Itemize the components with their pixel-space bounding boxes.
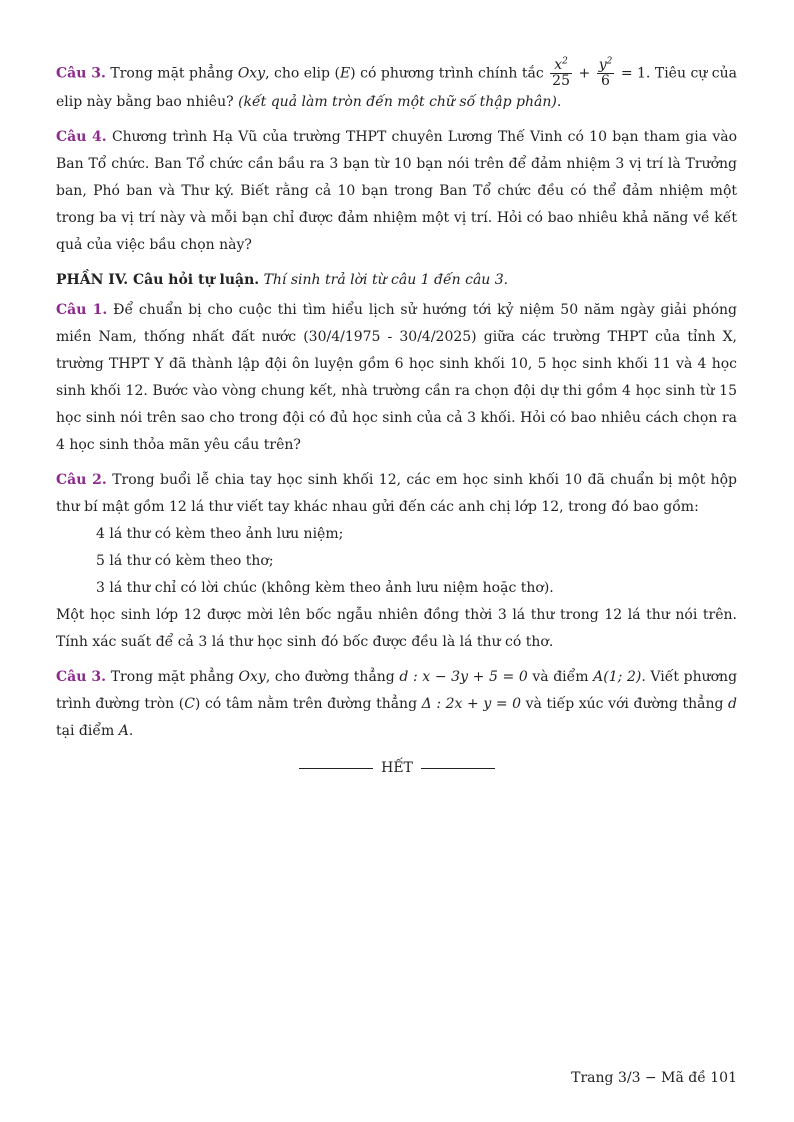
list-item: 3 lá thư chỉ có lời chúc (không kèm theo ảnh lưu niệm hoặc thơ). [96, 580, 554, 596]
frac-den: 25 [552, 73, 570, 89]
end-text: HẾT [381, 760, 413, 776]
text: . [556, 94, 562, 110]
frac-num: x [554, 57, 563, 73]
page-footer: Trang 3/3 − Mã đề 101 [571, 1070, 737, 1086]
text: ) có tâm nằm trên đường thẳng [194, 696, 422, 712]
text: = 1. Tiêu cự của elip này bằng bao nhiêu? [56, 65, 737, 110]
question-2-part4 [56, 467, 737, 656]
math-oxy: Oxy [238, 669, 266, 685]
divider [299, 768, 373, 769]
rounding-note: (kết quả làm tròn đến một chữ số thập phân) [238, 94, 557, 110]
frac-den: 6 [601, 73, 610, 89]
question-text: Chương trình Hạ Vũ của trường THPT chuyên Lương Thế Vinh có 10 bạn tham gia vào Ban Tổ chức. Ban Tổ chức cần bầu ra 3 bạn từ 10 bạn nói trên để đảm nhiệm 3 vị trí là Trưởng ban, Phó ban và Thư ký. Biết rằng cả 10 bạn trong Ban Tổ chức đều có thể đảm nhiệm một trong ba vị trí này và mỗi bạn chỉ được đảm nhiệm một vị trí. Hỏi có bao nhiêu khả năng về kết quả của việc bầu chọn này? [56, 129, 738, 253]
section-heading [56, 267, 737, 294]
text: và tiếp xúc với đường thẳng [521, 696, 729, 712]
math-E: E [339, 65, 351, 82]
question-text: Để chuẩn bị cho cuộc thi tìm hiểu lịch sử hướng tới kỷ niệm 50 năm ngày giải phóng miền Nam, thống nhất đất nước (30/4/1975 - 30/4/2025) giữa các trường THPT của tỉnh X, trường THPT Y đã thành lập đội ôn luyện gồm 6 học sinh khối 10, 5 học sinh khối 11 và 4 học sinh khối 12. Bước vào vòng chung kết, nhà trường cần ra chọn đội dự thi gồm 4 học sinh từ 15 học sinh nói trên sao cho trong đội có đủ học sinh của cả 3 khối. Hỏi có bao nhiêu cách chọn ra 4 học sinh thỏa mãn yêu cầu trên? [56, 302, 738, 453]
divider [421, 768, 495, 769]
question-intro: Trong buổi lễ chia tay học sinh khối 12, các em học sinh khối 10 đã chuẩn bị một hộp thư bí mật gồm 12 lá thư viết tay khác nhau gửi đến các anh chị lớp 12, trong đó bao gồm: [56, 472, 737, 515]
question-4-part3 [56, 124, 737, 259]
question-label: Câu 1. [56, 302, 108, 318]
math-line-delta: Δ : 2x + y = 0 [421, 696, 522, 712]
question-1-part4 [56, 297, 737, 459]
math-A: A [118, 723, 129, 739]
question-3-part4 [56, 664, 737, 745]
end-marker [0, 760, 794, 776]
text: , cho elip ( [265, 65, 340, 82]
text: tại điểm [56, 723, 119, 739]
fraction-x2-25: $\frac{x^2}{25}$ [552, 56, 570, 89]
exam-page [56, 58, 737, 753]
question-label: Câu 3. [56, 669, 107, 685]
list-item: 4 lá thư có kèm theo ảnh lưu niệm; [96, 526, 344, 542]
frac-num: y [598, 57, 607, 73]
text: ) có phương trình chính tắc [350, 65, 549, 82]
text: Trong mặt phẳng [110, 65, 238, 82]
section-subtitle: Thí sinh trả lời từ câu 1 đến câu 3. [263, 272, 509, 288]
question-label: Câu 2. [56, 472, 107, 488]
text: Trong mặt phẳng [110, 669, 239, 685]
fraction-y2-6: $\frac{y^2}{6}$ [598, 56, 613, 89]
math-line-d: d : x − 3y + 5 = 0 [399, 669, 528, 685]
list-item: 5 lá thư có kèm theo thơ; [96, 553, 274, 569]
question-3-part3: Câu 3. Trong mặt phẳng Oxy, cho elip (E) có phương trình chính tắc $\frac{x^2}{25}$ + $\frac{y^2}{6}$ = 1. Tiêu cự của elip này bằng bao nhiêu? (kết quả làm tròn đến một chữ số thập phân). [56, 56, 737, 110]
math-oxy: Oxy [237, 65, 266, 82]
text: , cho đường thẳng [265, 669, 400, 685]
text: và điểm [527, 669, 594, 685]
text: . Viết phương trình đường tròn ( [56, 669, 738, 712]
math-d: d [728, 696, 737, 712]
math-C: C [184, 696, 195, 712]
question-label: Câu 3. [56, 65, 106, 82]
question-label: Câu 4. [56, 129, 107, 145]
math-point-A: A(1; 2) [593, 669, 642, 685]
text: . [128, 723, 134, 739]
question-outro: Một học sinh lớp 12 được mời lên bốc ngẫu nhiên đồng thời 3 lá thư trong 12 lá thư nói trên. Tính xác suất để cả 3 lá thư học sinh đó bốc được đều là lá thư có thơ. [56, 607, 737, 650]
section-title: PHẦN IV. Câu hỏi tự luận. [56, 272, 260, 288]
